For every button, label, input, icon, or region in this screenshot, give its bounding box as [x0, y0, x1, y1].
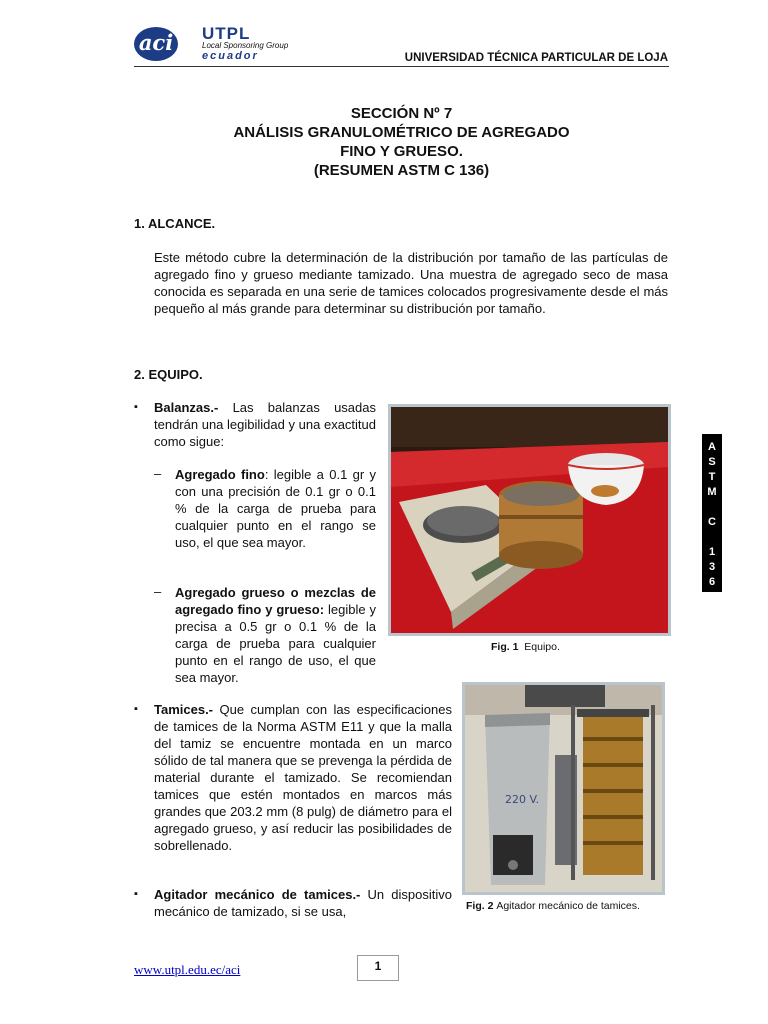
agregado-grueso-item	[175, 584, 376, 686]
aci-logo-mark: aci	[134, 27, 178, 61]
header-divider	[134, 66, 669, 67]
fig2-caption-text: Agitador mecánico de tamices.	[496, 900, 640, 912]
tamices-item	[154, 701, 452, 854]
side-tab-letter: M	[707, 486, 717, 498]
grueso-term: Agregado grueso o mezclas de agregado fino y grueso:	[175, 585, 376, 617]
side-tab-letter: 6	[708, 576, 716, 588]
title-line-2: ANÁLISIS GRANULOMÉTRICO DE AGREGADO	[233, 124, 570, 141]
agregado-fino-item	[175, 466, 376, 551]
section-1-heading: 1. ALCANCE.	[134, 216, 216, 231]
university-name: UNIVERSIDAD TÉCNICA PARTICULAR DE LOJA	[404, 52, 668, 64]
fino-text: : legible a 0.1 gr y con una precisión de 0.1 gr o 0.1 % de la carga de prueba para cualquier punto en el rango se uso, el que sea mayor.	[175, 467, 376, 550]
side-tab-letter: 1	[708, 546, 716, 558]
side-tab-spacer	[702, 500, 722, 515]
balanzas-item	[154, 399, 376, 450]
fig1-caption-text: Equipo.	[524, 641, 560, 653]
side-tab-spacer	[702, 530, 722, 545]
sieve-shaker-photo	[462, 682, 665, 895]
fig2-label: Fig. 2	[466, 900, 494, 912]
logo-utpl-text: UTPL	[202, 24, 251, 43]
section-1-text: Este método cubre la determinación de la distribución por tamaño de las partículas de agregado fino y grueso mediante tamizado. Una muestra de agregado seco de masa conocida es separada en una serie de tamices colocados progresivamente desde el más pequeño al más grande para determinar su distribución por tamaño.	[154, 250, 668, 316]
side-tab-letter: T	[708, 471, 716, 483]
page-title	[134, 104, 669, 180]
tamices-text: Que cumplan con las especificaciones de tamices de la Norma ASTM E11 y que la malla del tamiz se encuentre montada en un marco sólido de tal manera que se prevenga la pérdida de material durante el tamizado. Se recomiendan tamices que estén montados en marcos más grandes que 203.2 mm (8 pulg) de diámetro para el agregado grueso, y así reducir las posibilidades de sobrellenado.	[154, 702, 452, 853]
bullet-icon: ▪	[134, 401, 138, 413]
bullet-icon: ▪	[134, 703, 138, 715]
page-number: 1	[357, 955, 399, 981]
footer-website-link[interactable]: www.utpl.edu.ec/aci	[134, 962, 241, 977]
title-line-1: SECCIÓN Nº 7	[350, 105, 453, 122]
fino-term: Agregado fino	[175, 467, 265, 482]
logo-subtitle: Local Sponsoring Group	[202, 41, 289, 50]
balanzas-text: Las balanzas usadas tendrán una legibilidad y una exactitud como sigue:	[154, 400, 376, 449]
section-2-heading: 2. EQUIPO.	[134, 367, 203, 382]
figure-2-caption	[466, 900, 640, 912]
utpl-aci-logo	[134, 24, 294, 64]
side-tab-letter: A	[708, 441, 716, 453]
astm-side-tab	[702, 434, 722, 592]
agitador-item	[154, 886, 452, 920]
agitador-term: Agitador mecánico de tamices.-	[154, 887, 361, 902]
equipment-photo-image	[391, 407, 668, 633]
side-tab-letter: 3	[708, 561, 716, 573]
dash-icon: –	[154, 466, 162, 481]
title-line-3: FINO Y GRUESO.	[340, 143, 463, 160]
tamices-term: Tamices.-	[154, 702, 214, 717]
side-tab-letter: S	[708, 456, 716, 468]
shaker-voltage-label: 220 V.	[505, 793, 540, 806]
sieve-shaker-photo-image	[465, 685, 662, 892]
equipment-photo	[388, 404, 671, 636]
agitador-text: Un dispositivo mecánico de tamizado, si se usa,	[154, 887, 452, 919]
side-tab-letter: C	[708, 516, 716, 528]
bullet-icon: ▪	[134, 888, 138, 900]
balanzas-term: Balanzas.-	[154, 400, 219, 415]
title-line-4: (RESUMEN ASTM C 136)	[313, 162, 490, 179]
figure-1-caption	[491, 641, 560, 653]
fig1-label: Fig. 1	[491, 641, 519, 653]
dash-icon: –	[154, 584, 162, 599]
grueso-text: legible y precisa a 0.5 gr o 0.1 % de la carga de prueba para cualquier punto en el rango de uso, el que sea mayor.	[175, 602, 376, 685]
logo-ecuador: ecuador	[202, 50, 259, 62]
